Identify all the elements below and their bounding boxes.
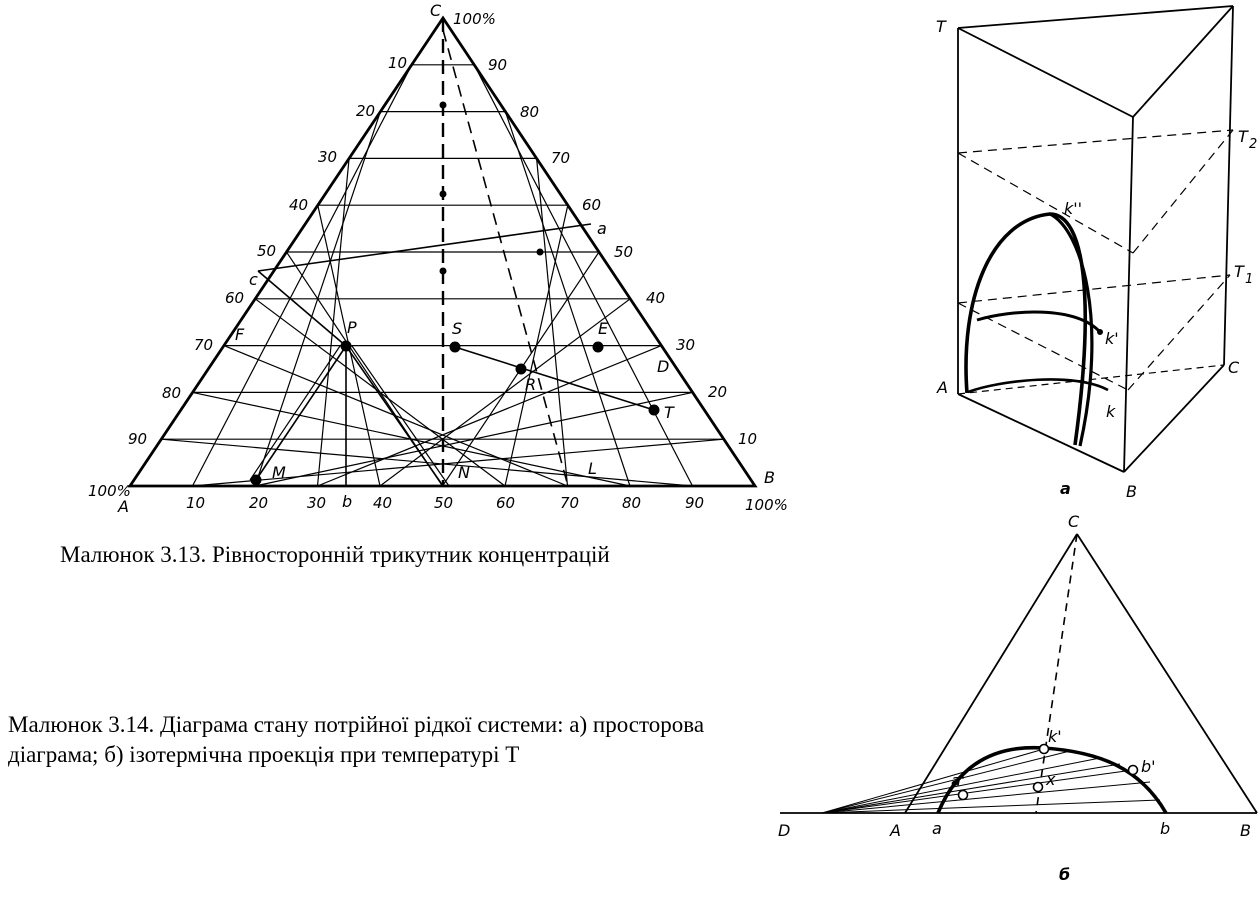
concentration-triangle [130, 18, 758, 486]
tick-left-80: 80 [162, 384, 182, 402]
plane-t1-back [958, 275, 1230, 303]
isotherm-diagram [780, 534, 1257, 813]
iso-label-a-lower: a [932, 819, 942, 838]
point-center [440, 268, 446, 274]
iso-label-x: x [1046, 770, 1056, 789]
plane-t2-right [1133, 130, 1233, 253]
line-p-m [256, 346, 346, 480]
corner-pct-c: 100% [453, 10, 496, 28]
tick-left-40: 40 [289, 196, 309, 214]
prism-edge-c [1224, 6, 1233, 365]
dome-curve-main [966, 214, 1085, 445]
plane-t2-back [958, 130, 1233, 153]
tick-left-10: 10 [388, 54, 408, 72]
prism-diagram [958, 6, 1233, 472]
point-p [341, 341, 351, 351]
point-label-p: P [347, 318, 357, 337]
prism-top-back [958, 6, 1233, 28]
tick-bottom-70: 70 [560, 494, 580, 512]
corner-pct-a: 100% [88, 482, 131, 500]
iso-label-k1: k' [1048, 727, 1062, 746]
dashed-line-c-l [443, 30, 571, 486]
point-label-c: c [249, 270, 258, 289]
prism-label-c: C [1228, 358, 1240, 377]
corner-pct-b: 100% [745, 496, 788, 514]
plane-t1-right [1128, 275, 1230, 390]
prism-top-front [958, 28, 1133, 117]
tick-right-60: 60 [582, 196, 602, 214]
line-p-n-2 [352, 346, 449, 486]
triangle-side-b [1077, 534, 1257, 813]
point-label-r: R [525, 375, 537, 394]
point-label-m: M [272, 463, 286, 482]
prism-label-t1: T [1234, 262, 1244, 281]
point-e [593, 342, 603, 352]
prism-label-b: B [1126, 482, 1137, 501]
tick-left-50: 50 [257, 242, 277, 260]
iso-sublabel-b: б [1059, 865, 1071, 884]
point-label-b: b [342, 492, 353, 511]
point-label-f: F [235, 325, 245, 344]
iso-label-d: D [778, 821, 791, 840]
point-t [649, 405, 659, 415]
corner-label-a: A [118, 497, 129, 516]
corner-label-c: C [430, 1, 442, 20]
tick-left-30: 30 [318, 148, 338, 166]
tick-left-60: 60 [225, 289, 245, 307]
tie-line-4 [822, 782, 1150, 813]
tick-bottom-90: 90 [685, 494, 705, 512]
tie-lines [822, 749, 1160, 813]
tick-right-40: 40 [646, 289, 666, 307]
iso-label-b1: b' [1141, 757, 1156, 776]
iso-label-b-lower: b [1160, 819, 1171, 838]
dome-section-lower [968, 379, 1108, 392]
tick-right-80: 80 [520, 103, 540, 121]
prism-label-t: T [936, 17, 946, 36]
point-label-n: N [458, 463, 470, 482]
tick-bottom-50: 50 [434, 494, 454, 512]
tick-bottom-30: 30 [307, 494, 327, 512]
point-grid-3 [537, 249, 543, 255]
tick-left-20: 20 [356, 102, 376, 120]
line-s-t [455, 347, 654, 410]
point-a1-iso [959, 791, 968, 800]
grid-line-right-9 [474, 65, 692, 486]
point-m [251, 475, 261, 485]
tick-bottom-40: 40 [373, 494, 393, 512]
prism-sublabel-a: a [1060, 479, 1071, 498]
prism-edge-b [1124, 117, 1133, 472]
prism-label-t2-sub: 2 [1249, 137, 1258, 152]
plane-t1-front [958, 303, 1128, 390]
tie-line-7 [822, 764, 1120, 813]
prism-label-k: k [1106, 402, 1116, 421]
tick-bottom-20: 20 [249, 494, 269, 512]
isotherm-labels [778, 512, 1251, 884]
line-c-a [258, 224, 591, 271]
tick-left-90: 90 [128, 430, 148, 448]
tick-right-70: 70 [551, 149, 571, 167]
prism-label-t2: T [1238, 127, 1248, 146]
tick-right-20: 20 [708, 383, 728, 401]
tick-bottom-60: 60 [496, 494, 516, 512]
point-grid-2 [440, 191, 446, 197]
figure-3-13-caption: Малюнок 3.13. Рівносторонній трикутник концентрацій [60, 542, 610, 567]
point-label-e: E [598, 319, 609, 338]
iso-label-a1: a' [951, 771, 966, 790]
prism-bottom-right [1124, 365, 1224, 472]
prism-labels [936, 17, 1257, 501]
point-label-t: T [664, 403, 674, 422]
tie-line-5 [822, 800, 1160, 813]
point-label-s: S [452, 319, 463, 338]
dome-section-upper [977, 312, 1100, 332]
prism-label-t1-sub: 1 [1245, 272, 1254, 287]
tick-right-90: 90 [488, 56, 508, 74]
point-b1-iso [1129, 766, 1138, 775]
tick-bottom-10: 10 [186, 494, 206, 512]
prism-label-k2: k'' [1064, 199, 1083, 218]
tick-right-10: 10 [738, 430, 758, 448]
prism-top-right [1133, 6, 1233, 117]
figure-3-14-caption: Малюнок 3.14. Діаграма стану потрійної рідкої системи: а) просторова діаграма; б) ізотермічна проекція при температурі Т [8, 712, 705, 767]
tie-line-6 [822, 751, 1070, 813]
point-label-l: L [588, 459, 597, 478]
iso-label-b: B [1240, 821, 1251, 840]
tick-right-30: 30 [676, 336, 696, 354]
tick-left-70: 70 [194, 336, 214, 354]
plane-t2-front [958, 153, 1133, 253]
point-x-iso [1034, 783, 1043, 792]
corner-label-b: B [764, 468, 775, 487]
tick-bottom-80: 80 [622, 494, 642, 512]
tick-right-50: 50 [614, 243, 634, 261]
iso-label-c: C [1068, 512, 1080, 531]
point-r [516, 364, 526, 374]
point-label-a: a [597, 219, 607, 238]
prism-bottom-front [958, 394, 1124, 472]
point-s [450, 342, 460, 352]
iso-label-a: A [890, 821, 901, 840]
tie-line-1 [822, 749, 1044, 813]
point-grid-1 [440, 102, 446, 108]
dashed-line-c-x [1036, 534, 1077, 813]
point-label-d: D [657, 357, 670, 376]
point-k1-prism [1098, 330, 1103, 335]
prism-label-k1: k' [1105, 329, 1119, 348]
prism-label-a: A [937, 378, 948, 397]
line-p-n [346, 346, 443, 486]
